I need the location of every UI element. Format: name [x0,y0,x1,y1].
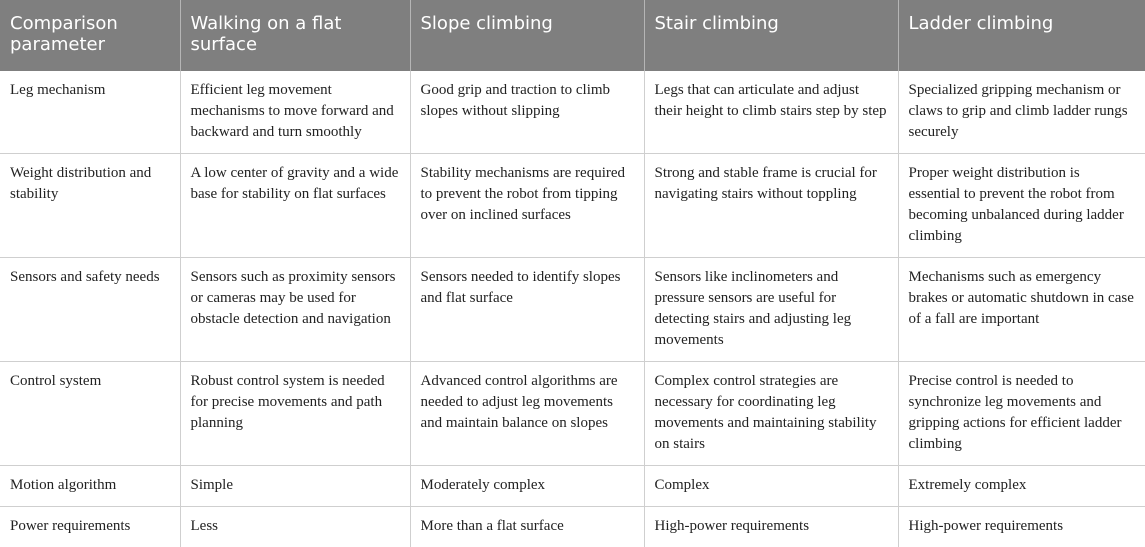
table-row [0,362,1145,466]
table-cell: Sensors such as proximity sensors or cameras may be used for obstacle detection and navigation [180,258,410,362]
table-cell: Sensors needed to identify slopes and flat surface [410,258,644,362]
header-ladder-climbing: Ladder climbing [898,0,1145,71]
header-walking-flat-surface: Walking on a flat surface [180,0,410,71]
table-cell: Robust control system is needed for precise movements and path planning [180,362,410,466]
table-cell: A low center of gravity and a wide base for stability on flat surfaces [180,154,410,258]
table-cell: Advanced control algorithms are needed to adjust leg movements and maintain balance on slopes [410,362,644,466]
header-slope-climbing: Slope climbing [410,0,644,71]
table-cell: Efficient leg movement mechanisms to move forward and backward and turn smoothly [180,71,410,154]
row-label: Sensors and safety needs [0,258,180,362]
table-cell: High-power requirements [898,507,1145,547]
header-row [0,0,1145,71]
table-cell: Simple [180,466,410,507]
table-cell: Precise control is needed to synchronize leg movements and gripping actions for efficient ladder climbing [898,362,1145,466]
table-cell: Strong and stable frame is crucial for navigating stairs without toppling [644,154,898,258]
table-cell: More than a flat surface [410,507,644,547]
table-body [0,71,1145,547]
table-cell: Less [180,507,410,547]
table-cell: Specialized gripping mechanism or claws to grip and climb ladder rungs securely [898,71,1145,154]
table-row [0,466,1145,507]
table-cell: High-power requirements [644,507,898,547]
table-cell: Sensors like inclinometers and pressure sensors are useful for detecting stairs and adjusting leg movements [644,258,898,362]
row-label: Weight distribution and stability [0,154,180,258]
table-cell: Stability mechanisms are required to prevent the robot from tipping over on inclined surfaces [410,154,644,258]
table-cell: Proper weight distribution is essential to prevent the robot from becoming unbalanced during ladder climbing [898,154,1145,258]
table-row [0,71,1145,154]
table-row [0,154,1145,258]
header-stair-climbing: Stair climbing [644,0,898,71]
table-cell: Complex [644,466,898,507]
table-header [0,0,1145,71]
table-cell: Complex control strategies are necessary for coordinating leg movements and maintaining stability on stairs [644,362,898,466]
table-row [0,507,1145,547]
table-cell: Moderately complex [410,466,644,507]
row-label: Leg mechanism [0,71,180,154]
table-cell: Mechanisms such as emergency brakes or automatic shutdown in case of a fall are important [898,258,1145,362]
table-cell: Good grip and traction to climb slopes without slipping [410,71,644,154]
row-label: Motion algorithm [0,466,180,507]
row-label: Power requirements [0,507,180,547]
table-cell: Legs that can articulate and adjust their height to climb stairs step by step [644,71,898,154]
table-row [0,258,1145,362]
table-cell: Extremely complex [898,466,1145,507]
row-label: Control system [0,362,180,466]
header-comparison-parameter: Comparison parameter [0,0,180,71]
